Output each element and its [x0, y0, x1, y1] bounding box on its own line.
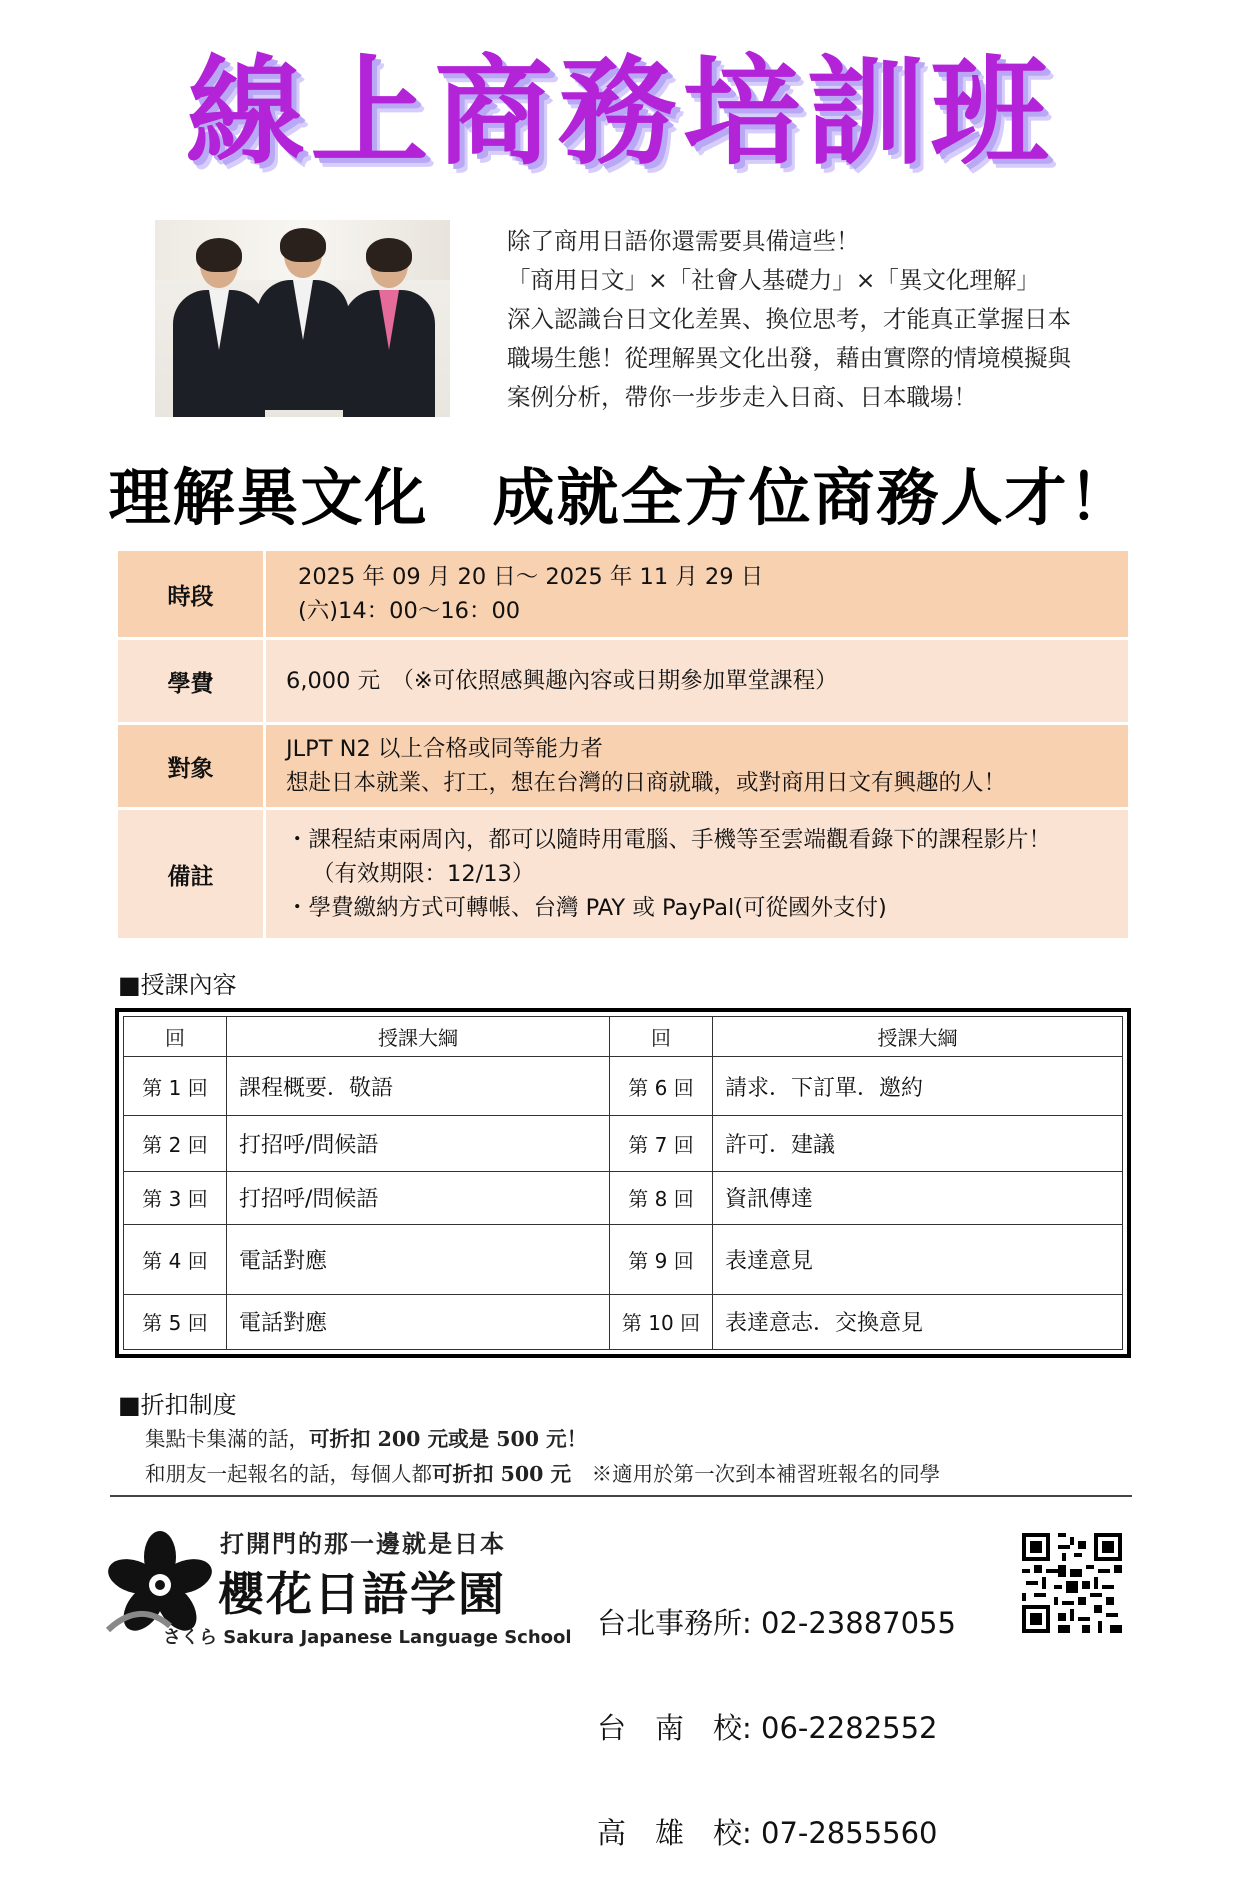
info-line: （有效期限：12/13）	[312, 861, 535, 887]
info-label: 時段	[118, 551, 266, 637]
lesson-number: 第 10 回	[610, 1294, 713, 1349]
lesson-topic: 表達意志．交換意見	[713, 1294, 1123, 1349]
table-row	[124, 1224, 1123, 1294]
discount-line	[145, 1457, 940, 1487]
info-row-notes	[118, 810, 1128, 938]
course-section-title: ■授課內容	[118, 971, 237, 999]
intro-line: 深入認識台日文化差異、換位思考，才能真正掌握日本	[507, 305, 1071, 333]
discount-line	[145, 1422, 587, 1452]
discount-highlight: 可折扣 200 元或是 500 元！	[309, 1427, 588, 1451]
contact-line: 台北事務所: 02-23887055	[597, 1606, 956, 1640]
lesson-topic: 表達意見	[713, 1224, 1123, 1294]
intro-line: 職場生態！從理解異文化出發，藉由實際的情境模擬與	[507, 344, 1071, 372]
info-row-fee	[118, 640, 1128, 722]
lesson-topic: 課程概要．敬語	[227, 1056, 610, 1115]
school-logo	[100, 1520, 570, 1650]
info-value	[266, 810, 1128, 938]
info-line: 2025 年 09 月 20 日～ 2025 年 11 月 29 日	[298, 564, 764, 590]
lesson-topic: 打招呼/問候語	[227, 1116, 610, 1171]
discount-highlight: 可折扣 500 元	[432, 1462, 572, 1486]
info-line: ・課程結束兩周內，都可以隨時用電腦、手機等至雲端觀看錄下的課程影片！	[286, 827, 1052, 853]
info-value	[266, 640, 1128, 722]
contact-line: 台 南 校: 06-2282552	[597, 1711, 938, 1745]
info-line: ・學費繳納方式可轉帳、台灣 PAY 或 PayPal(可從國外支付)	[286, 895, 887, 921]
table-row	[124, 1171, 1123, 1224]
lesson-number: 第 8 回	[610, 1171, 713, 1224]
table-header: 授課大綱	[713, 1017, 1123, 1057]
lesson-number: 第 3 回	[124, 1171, 227, 1224]
school-name-en	[163, 1623, 572, 1649]
table-header-row	[124, 1017, 1123, 1057]
qr-code-icon[interactable]	[1022, 1533, 1122, 1633]
lesson-topic: 打招呼/問候語	[227, 1171, 610, 1224]
lesson-number: 第 9 回	[610, 1224, 713, 1294]
discount-section-title: ■折扣制度	[118, 1391, 237, 1419]
info-row-schedule	[118, 551, 1128, 637]
table-header: 回	[610, 1017, 713, 1057]
headline: 理解異文化 成就全方位商務人才！	[108, 461, 1133, 534]
school-slogan: 打開門的那一邊就是日本	[220, 1529, 506, 1558]
table-row	[124, 1294, 1123, 1349]
info-value	[266, 725, 1128, 807]
info-label: 備註	[118, 810, 266, 938]
table-row	[124, 1056, 1123, 1115]
lesson-number: 第 6 回	[610, 1056, 713, 1115]
info-value	[266, 551, 1128, 637]
info-line: 想赴日本就業、打工，想在台灣的日商就職，或對商用日文有興趣的人！	[286, 770, 1007, 796]
discount-text: 集點卡集滿的話，	[145, 1427, 309, 1451]
contact-info	[597, 1536, 956, 1886]
info-label: 對象	[118, 725, 266, 807]
school-english: Sakura Japanese Language School	[223, 1627, 572, 1648]
table-row	[124, 1116, 1123, 1171]
info-line: 6,000 元 （※可依照感興趣內容或日期參加單堂課程）	[286, 668, 838, 694]
businesswomen-photo	[155, 220, 450, 417]
lesson-number: 第 1 回	[124, 1056, 227, 1115]
lesson-topic: 資訊傳達	[713, 1171, 1123, 1224]
course-info-table	[118, 548, 1128, 941]
discount-text: 和朋友一起報名的話，每個人都	[145, 1462, 432, 1486]
lesson-number: 第 2 回	[124, 1116, 227, 1171]
lesson-topic: 電話對應	[227, 1294, 610, 1349]
page-title: 線上商務培訓班	[186, 43, 1055, 181]
intro-text	[507, 222, 1127, 417]
table-header: 回	[124, 1017, 227, 1057]
info-line: (六)14：00～16：00	[298, 598, 521, 624]
table-header: 授課大綱	[227, 1017, 610, 1057]
lesson-topic: 許可．建議	[713, 1116, 1123, 1171]
intro-line: 案例分析，帶你一步步走入日商、日本職場！	[507, 383, 977, 411]
discount-note: ※適用於第一次到本補習班報名的同學	[571, 1462, 941, 1486]
divider	[110, 1495, 1132, 1497]
intro-line: 「商用日文」×「社會人基礎力」×「異文化理解」	[507, 266, 1040, 294]
lesson-topic: 電話對應	[227, 1224, 610, 1294]
course-outline-table	[115, 1008, 1131, 1358]
lesson-number: 第 4 回	[124, 1224, 227, 1294]
info-line: JLPT N2 以上合格或同等能力者	[286, 736, 603, 762]
lesson-number: 第 5 回	[124, 1294, 227, 1349]
info-label: 學費	[118, 640, 266, 722]
intro-line: 除了商用日語你還需要具備這些！	[507, 227, 860, 255]
lesson-number: 第 7 回	[610, 1116, 713, 1171]
school-kana: さくら	[163, 1627, 217, 1648]
info-row-target	[118, 725, 1128, 807]
lesson-topic: 請求．下訂單．邀約	[713, 1056, 1123, 1115]
school-name: 櫻花日語学園	[218, 1567, 506, 1621]
contact-line: 高 雄 校: 07-2855560	[597, 1816, 938, 1850]
